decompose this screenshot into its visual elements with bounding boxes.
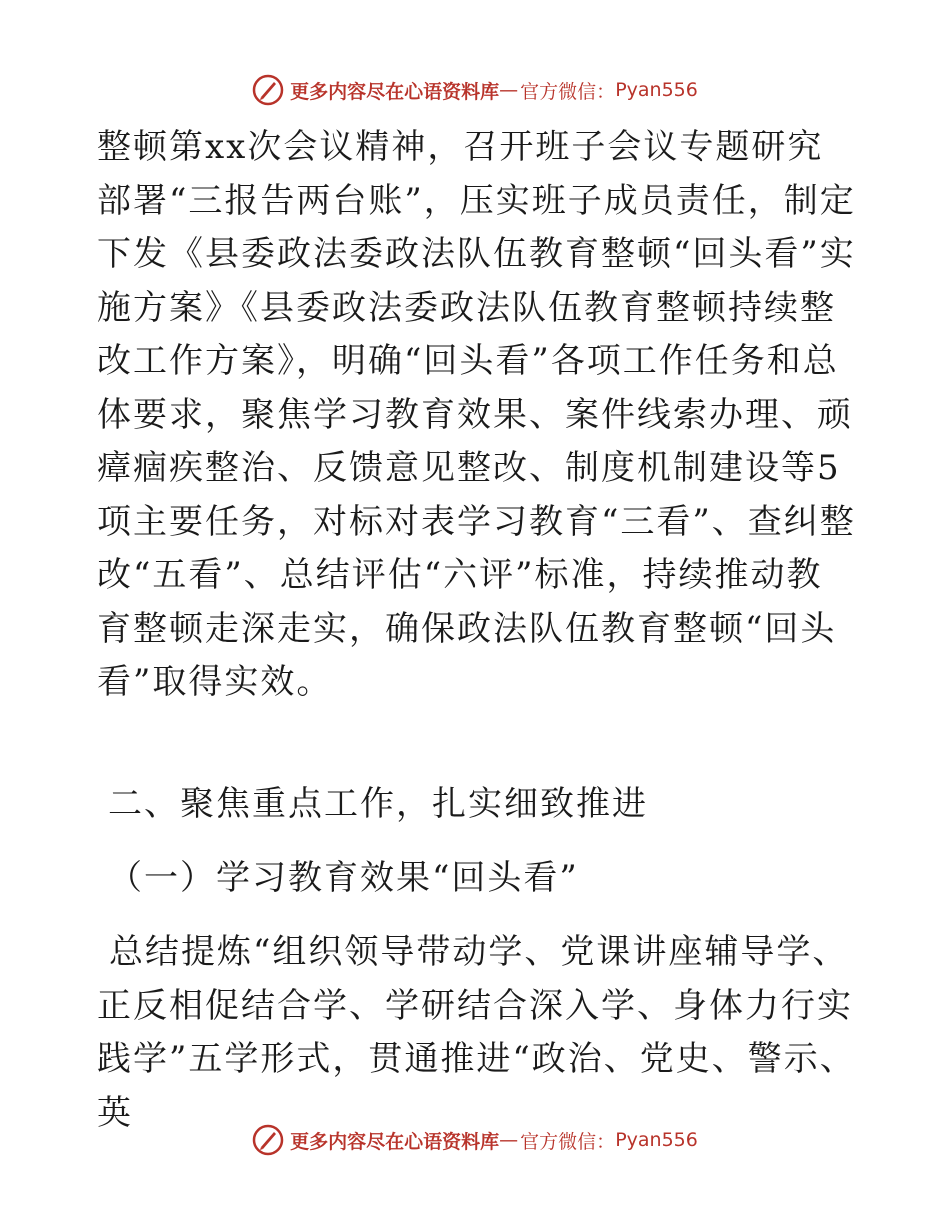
body-paragraph-1: 整顿第xx次会议精神，召开班子会议专题研究部署“三报告两台账”，压实班子成员责任，制定下发《县委政法委政法队伍教育整顿“回头看”实施方案》《县委政法委政法队伍教育整顿持续整改工作方案》，明确“回头看”各项工作任务和总体要求，聚焦学习教育效果、案件线索办理、顽瘴痼疾整治、反馈意见整改、制度机制建设等5项主要任务，对标对表学习教育“三看”、查纠整改“五看”、总结评估“六评”标准，持续推动教育整顿走深走实，确保政法队伍教育整顿“回头看”取得实效。 xyxy=(97,127,856,702)
footer-watermark-banner xyxy=(0,1120,950,1160)
quill-logo-icon xyxy=(252,74,284,106)
banner-contact-label: 官方微信： xyxy=(520,1130,616,1153)
banner-contact-id: Pyan556 xyxy=(615,79,698,101)
header-watermark-banner xyxy=(0,70,950,110)
banner-contact-id: Pyan556 xyxy=(615,1129,698,1151)
banner-dash: — xyxy=(499,79,519,101)
quill-logo-icon xyxy=(252,1124,284,1156)
banner-contact-label: 官方微信： xyxy=(520,80,616,103)
body-paragraph-2: 总结提炼“组织领导带动学、党课讲座辅导学、正反相促结合学、学研结合深入学、身体力行实践学”五学形式，贯通推进“政治、党史、警示、英 xyxy=(97,932,856,1133)
banner-dash: — xyxy=(499,1129,519,1151)
banner-main-text: 更多内容尽在心语资料库 xyxy=(290,1130,500,1153)
banner-main-text: 更多内容尽在心语资料库 xyxy=(290,80,500,103)
section-heading-2: 二、聚焦重点工作，扎实细致推进 xyxy=(108,784,648,824)
subsection-heading-1: （一）学习教育效果“回头看” xyxy=(108,858,579,898)
